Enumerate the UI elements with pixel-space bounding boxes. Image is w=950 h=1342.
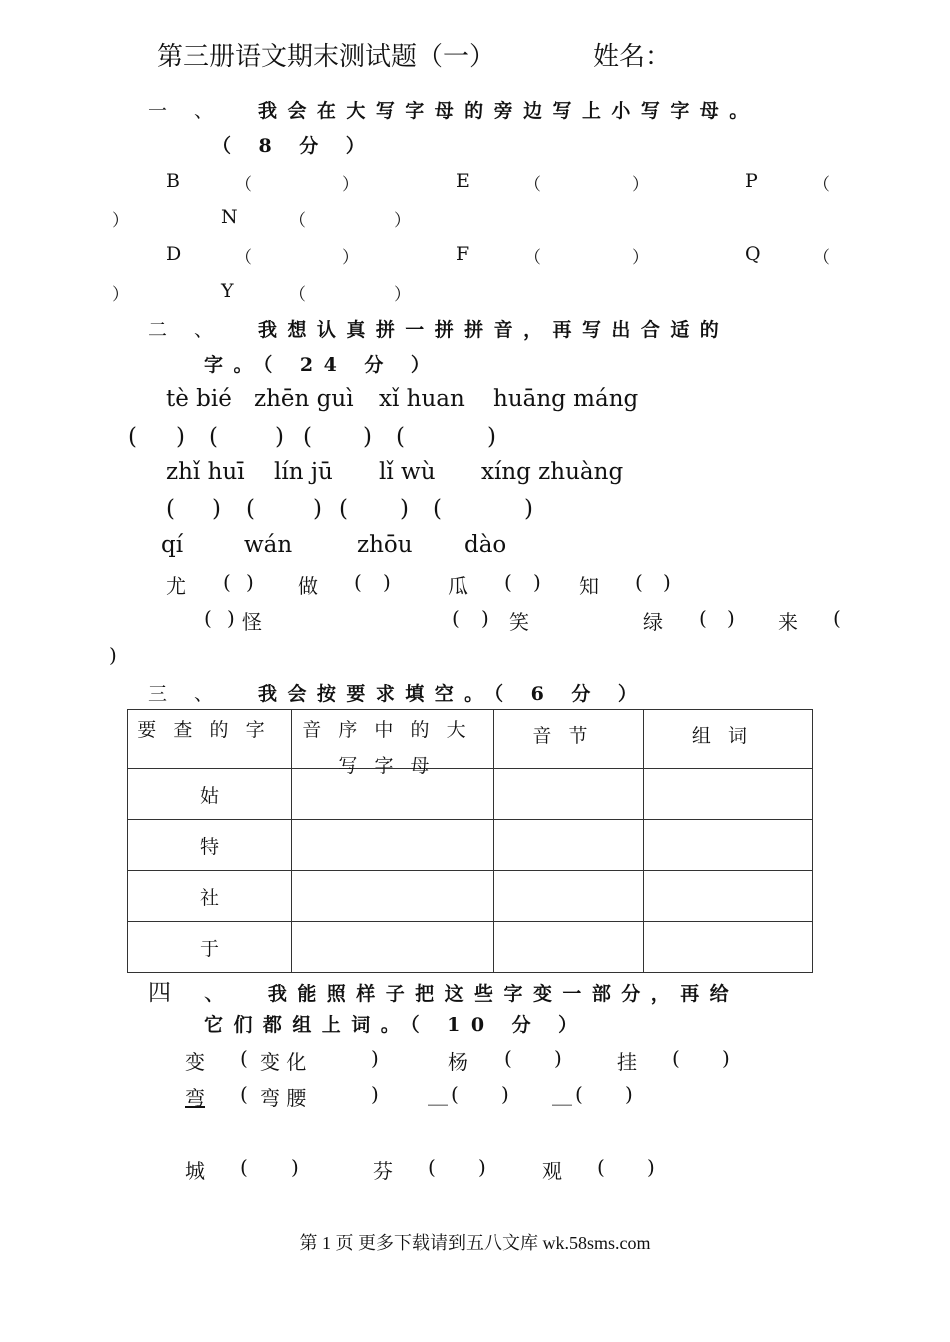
pinyin: zhōu xyxy=(357,532,413,558)
table-cell-blank[interactable] xyxy=(292,820,494,871)
char: 绿 xyxy=(643,610,663,634)
table-cell-blank[interactable] xyxy=(494,820,644,871)
answer-paren: ) xyxy=(371,1082,379,1106)
answer-paren: ) xyxy=(478,1155,486,1179)
page-title: 第三册语文期末测试题（一） xyxy=(157,42,496,72)
pinyin: huāng máng xyxy=(493,386,639,412)
section3-title: 我会按要求填空。（ 6 分 ） xyxy=(258,683,648,705)
answer-paren: ( xyxy=(699,606,707,630)
pinyin: qí xyxy=(161,532,184,558)
section2-title: 我想认真拼一拼拼音，再写出合适的 xyxy=(258,319,730,341)
answer-paren: ) xyxy=(533,570,541,594)
pinyin: wán xyxy=(244,532,293,558)
answer-paren: ) xyxy=(275,424,284,450)
pinyin: xíng zhuàng xyxy=(481,459,624,485)
pinyin: dào xyxy=(464,532,507,558)
table-row xyxy=(128,871,813,922)
table-cell-blank[interactable] xyxy=(292,922,494,973)
letter-b: B xyxy=(166,170,180,192)
answer-paren: ( xyxy=(209,424,218,450)
pinyin: zhēn guì xyxy=(254,386,354,412)
section2-heading xyxy=(148,315,729,342)
answer-paren: ( xyxy=(635,570,643,594)
table-cell-blank[interactable] xyxy=(494,871,644,922)
section4-title-cont: 它们都组上词。（ 10 分 ） xyxy=(204,1014,588,1036)
char: 笑 xyxy=(509,610,529,634)
answer-paren: ( xyxy=(428,1155,436,1179)
pinyin: xǐ huan xyxy=(379,386,465,412)
blank-line[interactable]: __ xyxy=(428,1082,448,1106)
answer-paren: ) xyxy=(722,1046,730,1070)
answer-paren: ) xyxy=(625,1082,633,1106)
answer-paren: ) xyxy=(176,424,185,450)
char: 知 xyxy=(579,574,599,598)
char: 做 xyxy=(298,574,318,598)
letter-d: D xyxy=(166,243,182,265)
name-label: 姓名： xyxy=(593,42,672,72)
pinyin: lín jū xyxy=(274,459,333,485)
section1-score: （ 8 分 ） xyxy=(212,135,376,157)
letter-f: F xyxy=(456,243,470,265)
paren-open: （ xyxy=(524,248,541,268)
answer-paren: ( xyxy=(240,1082,248,1106)
paren-close: ） xyxy=(112,211,129,231)
paren-open: （ xyxy=(235,248,252,268)
paren-close: ） xyxy=(342,175,359,195)
answer-paren: ) xyxy=(647,1155,655,1179)
letter-n: N xyxy=(221,206,238,228)
table-cell-blank[interactable] xyxy=(644,871,813,922)
answer-paren: ) xyxy=(313,496,322,522)
table-cell-char: 社 xyxy=(128,871,292,922)
section2-title-cont: 字。（ 24 分 ） xyxy=(204,354,441,376)
char: 尤 xyxy=(166,574,186,598)
table-cell-blank[interactable] xyxy=(494,922,644,973)
paren-close: ） xyxy=(342,248,359,268)
example-word: 弯 腰 xyxy=(260,1086,307,1110)
char: 瓜 xyxy=(448,574,468,598)
table-header-cell: 音节 xyxy=(494,710,644,769)
section2-number: 二 、 xyxy=(148,319,224,341)
paren-open: （ xyxy=(813,175,830,195)
answer-paren: ) xyxy=(663,570,671,594)
answer-paren: ( xyxy=(672,1046,680,1070)
table-cell-blank[interactable] xyxy=(292,871,494,922)
answer-paren: ( xyxy=(452,606,460,630)
blank-line[interactable]: __ xyxy=(552,1082,572,1106)
paren-close: ） xyxy=(112,285,129,305)
table-header-cell: 音序中的大写字母 xyxy=(292,710,494,769)
section4-number: 四 、 xyxy=(148,980,240,1006)
answer-paren: ) xyxy=(363,424,372,450)
answer-paren: ) xyxy=(212,496,221,522)
paren-open: （ xyxy=(235,175,252,195)
answer-paren: ( xyxy=(504,570,512,594)
answer-paren: ( xyxy=(597,1155,605,1179)
table-row xyxy=(128,922,813,973)
paren-open: （ xyxy=(289,285,306,305)
paren-open: （ xyxy=(289,211,306,231)
answer-paren: ) xyxy=(246,570,254,594)
section3-number: 三 、 xyxy=(148,683,224,705)
letter-y: Y xyxy=(221,280,234,302)
answer-paren: ( xyxy=(223,570,231,594)
answer-paren: ( xyxy=(504,1046,512,1070)
section1-number: 一 、 xyxy=(148,100,224,122)
answer-paren: ) xyxy=(481,606,489,630)
char: 观 xyxy=(542,1159,562,1183)
char: 芬 xyxy=(373,1159,393,1183)
table-header-cell: 组词 xyxy=(644,710,813,769)
table-cell-blank[interactable] xyxy=(494,769,644,820)
answer-paren: ( xyxy=(246,496,255,522)
answer-paren: ( xyxy=(396,424,405,450)
table-cell-char: 特 xyxy=(128,820,292,871)
table-header-cell: 要查的字 xyxy=(128,710,292,769)
table-row xyxy=(128,820,813,871)
table-cell-blank[interactable] xyxy=(644,922,813,973)
letter-q: Q xyxy=(745,243,761,265)
table-cell-char: 姑 xyxy=(128,769,292,820)
pinyin: tè bié xyxy=(166,386,232,412)
answer-paren: ) xyxy=(227,606,235,630)
section1-heading xyxy=(148,96,759,123)
answer-paren: ( xyxy=(303,424,312,450)
answer-paren: ( xyxy=(166,496,175,522)
paren-close: ） xyxy=(632,175,649,195)
pinyin: zhǐ huī xyxy=(166,459,245,485)
table-row xyxy=(128,769,813,820)
char: 来 xyxy=(778,610,798,634)
answer-paren: ) xyxy=(291,1155,299,1179)
answer-paren: ( xyxy=(451,1082,459,1106)
answer-paren: ) xyxy=(383,570,391,594)
answer-paren: ) xyxy=(371,1046,379,1070)
table-header-row xyxy=(128,710,813,769)
answer-paren: ( xyxy=(204,606,212,630)
answer-paren: ) xyxy=(400,496,409,522)
answer-paren: ( xyxy=(575,1082,583,1106)
pinyin: lǐ wù xyxy=(379,459,436,485)
answer-paren: ( xyxy=(240,1046,248,1070)
section1-title: 我会在大写字母的旁边写上小写字母。 xyxy=(258,100,759,122)
letter-e: E xyxy=(456,170,470,192)
example-char: 弯 xyxy=(185,1086,205,1110)
answer-paren: ) xyxy=(554,1046,562,1070)
paren-open: （ xyxy=(524,175,541,195)
paren-open: （ xyxy=(813,248,830,268)
table-cell-blank[interactable] xyxy=(644,820,813,871)
answer-paren: ( xyxy=(240,1155,248,1179)
answer-paren: ( xyxy=(433,496,442,522)
answer-paren: ) xyxy=(109,643,117,667)
paren-close: ） xyxy=(394,285,411,305)
example-word: 变 化 xyxy=(260,1050,307,1074)
table-cell-char: 于 xyxy=(128,922,292,973)
table-cell-blank[interactable] xyxy=(644,769,813,820)
paren-close: ） xyxy=(632,248,649,268)
answer-paren: ) xyxy=(524,496,533,522)
section4-heading xyxy=(148,974,739,1007)
answer-table xyxy=(127,709,813,973)
paren-close: ） xyxy=(394,211,411,231)
char: 城 xyxy=(185,1159,205,1183)
answer-paren: ( xyxy=(833,606,841,630)
page-footer: 第 1 页 更多下载请到五八文库 wk.58sms.com xyxy=(299,1233,651,1253)
section4-title: 我能照样子把这些字变一部分，再给 xyxy=(267,983,740,1005)
char: 挂 xyxy=(617,1050,637,1074)
example-char: 变 xyxy=(185,1050,205,1074)
answer-paren: ) xyxy=(501,1082,509,1106)
answer-paren: ( xyxy=(354,570,362,594)
letter-p: P xyxy=(745,170,758,192)
answer-paren: ( xyxy=(128,424,137,450)
answer-paren: ) xyxy=(727,606,735,630)
answer-paren: ( xyxy=(339,496,348,522)
char: 杨 xyxy=(448,1050,468,1074)
char: 怪 xyxy=(242,610,262,634)
answer-paren: ) xyxy=(487,424,496,450)
section3-heading xyxy=(148,679,647,706)
